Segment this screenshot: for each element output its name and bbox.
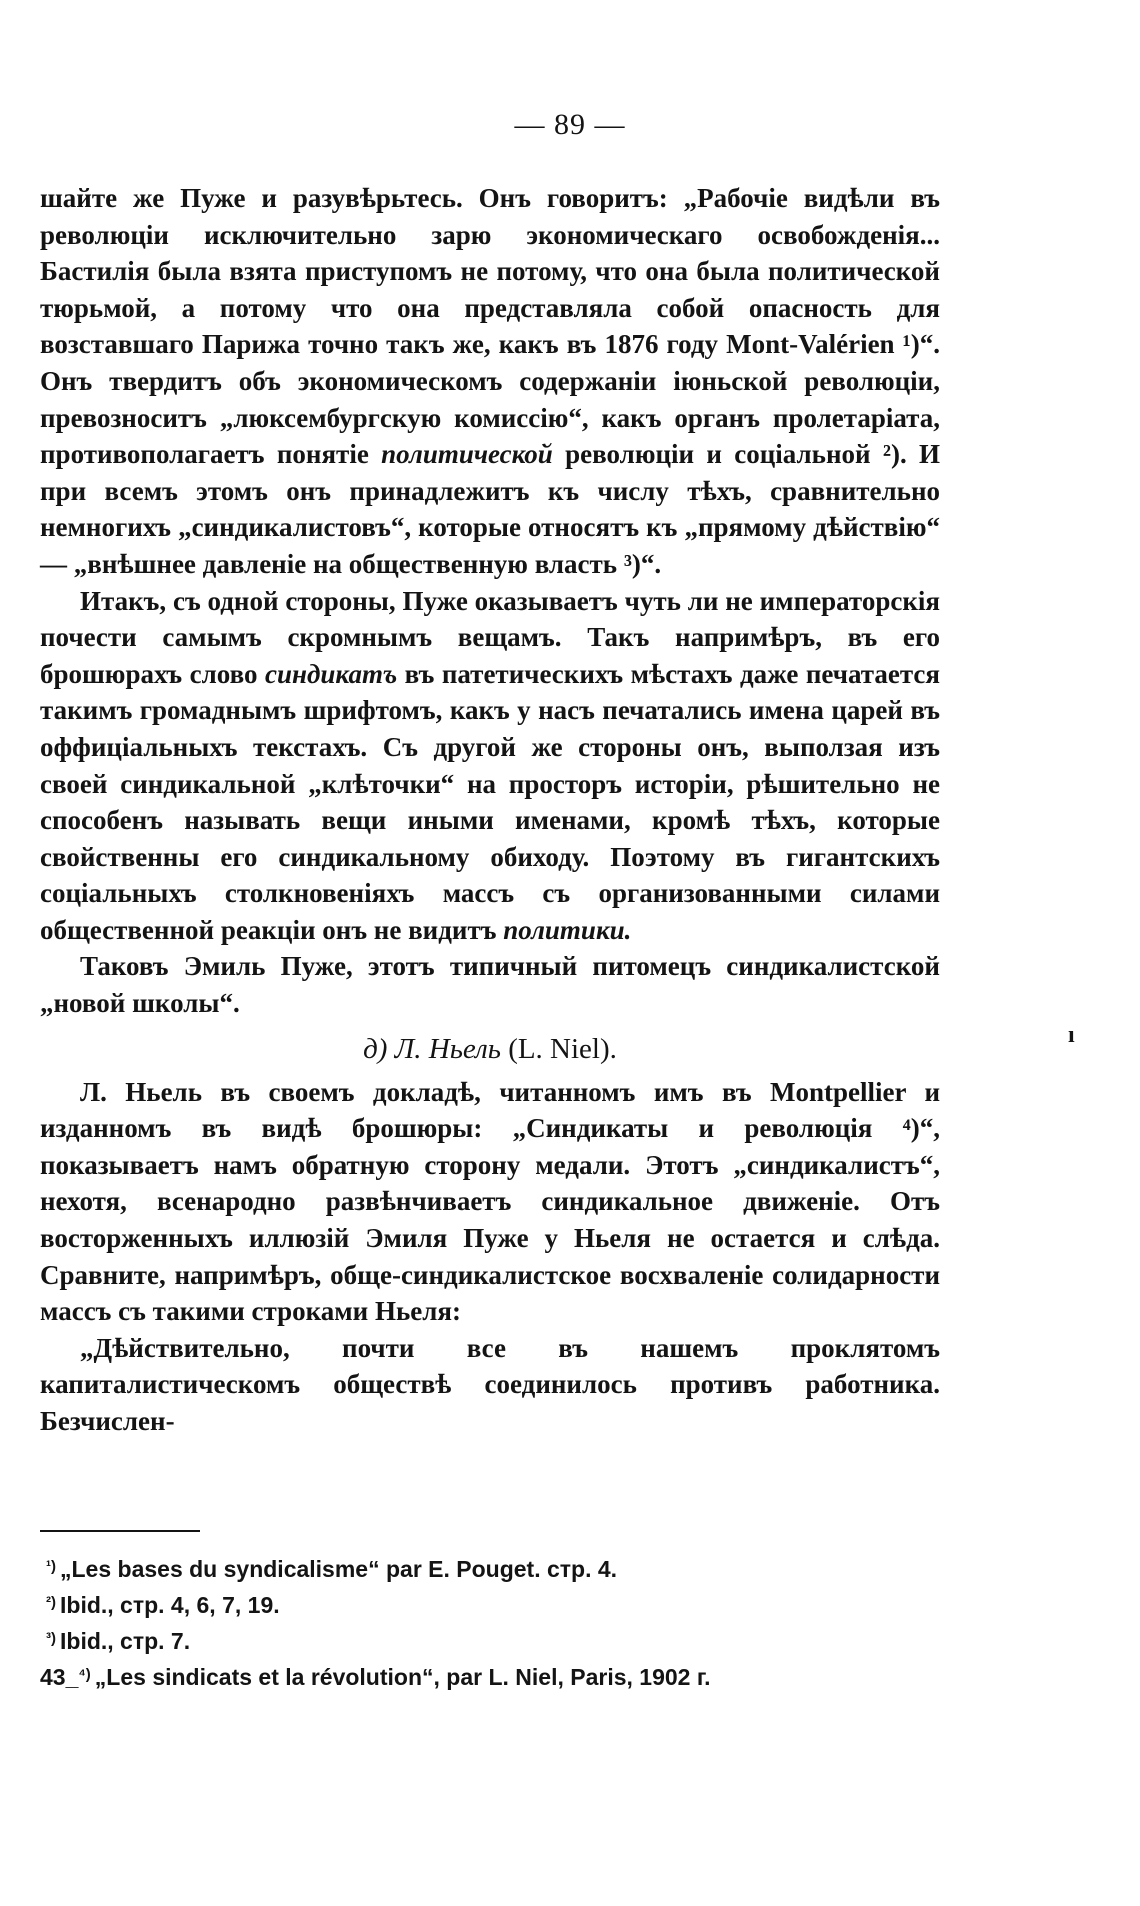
- paragraph-text: въ патетическихъ мѣстахъ даже печатается такимъ громаднымъ шрифтомъ, какъ у насъ печатались имена царей въ оффиціальныхъ текстахъ. Съ другой же стороны онъ, выползая изъ своей синдикальной „клѣточки“ на просторъ исторіи, рѣшительно не способенъ называть вещи иными именами, кромѣ тѣхъ, которые свойственны его синдикальному обиходу. Поэтому въ гигантскихъ соціальныхъ столкновеніяхъ массъ съ организованными силами общественной реакціи онъ не видитъ: [40, 658, 940, 945]
- footnote-text: Ibid., стр. 4, 6, 7, 19.: [60, 1592, 280, 1618]
- footnote-text: Ibid., стр. 7.: [60, 1628, 191, 1654]
- footnote: [40, 1622, 940, 1658]
- paragraph: [40, 180, 940, 583]
- margin-mark: ı: [1068, 1022, 1075, 1048]
- body-text: [40, 180, 940, 1440]
- footnote-rule: [40, 1530, 200, 1532]
- section-heading: [40, 1028, 940, 1070]
- footnote-number: ⁴): [78, 1666, 91, 1683]
- italic-term: политической: [381, 439, 553, 470]
- paragraph: Таковъ Эмиль Пуже, этотъ типичный питомецъ синдикалистской „новой школы“.: [40, 951, 940, 1019]
- paragraph-text: Итакъ, съ одной стороны, Пуже оказываетъ чуть ли не императорскія почести самымъ скромнымъ вещамъ. Такъ напримѣръ, въ его брошюрахъ слово: [40, 585, 940, 689]
- quote-paragraph: „Дѣйствительно, почти все въ нашемъ проклятомъ капиталистическомъ обществѣ соединилось противъ работника. Безчислен-: [40, 1332, 940, 1436]
- paragraph: Л. Ньель въ своемъ докладѣ, читанномъ имъ въ Montpellier и изданномъ въ видѣ брошюры: „Синдикаты и революція ⁴)“, показываетъ намъ обратную сторону медали. Этотъ „синдикалистъ“, нехотя, всенародно развѣнчиваетъ синдикальное движеніе. Отъ восторженныхъ иллюзій Эмиля Пуже у Ньеля не остается и слѣда. Сравните, напримѣръ, обще-синдикалистское восхваленіе солидарности массъ съ такими строками Ньеля:: [40, 1076, 940, 1327]
- page-number: — 89 —: [514, 108, 626, 141]
- section-heading-italic: д) Л. Ньель: [363, 1032, 501, 1065]
- footnote-number: ¹): [46, 1558, 56, 1575]
- footnote-number: ³): [46, 1630, 56, 1647]
- paragraph-text: революціи и соціальной ²). И при всемъ этомъ онъ принадлежитъ къ числу тѣхъ, сравнительно немногихъ „синдикалистовъ“, которые относятъ къ „прямому дѣйствію“ — „внѣшнее давленіе на общественную власть ³)“.: [40, 439, 941, 579]
- footnote: [40, 1658, 940, 1694]
- paragraph: [40, 583, 940, 949]
- section-heading-plain: (L. Niel).: [508, 1032, 617, 1065]
- footnote: [40, 1550, 940, 1586]
- footnote-text: „Les bases du syndicalisme“ par E. Pouget. стр. 4.: [60, 1556, 618, 1582]
- paragraph-text: шайте же Пуже и разувѣрьтесь. Онъ говоритъ: „Рабочіе видѣли въ революціи исключительно зарю экономическаго освобожденія... Бастилія была взята приступомъ не потому, что она была политической тюрьмой, а потому что она представляла собой опасность для возставшаго Парижа точно такъ же, какъ въ 1876 году Mont-Valérien ¹)“. Онъ твердитъ объ экономическомъ содержаніи іюньской революціи, превозноситъ „люксембургскую комиссію“, какъ органъ пролетаріата, противополагаетъ понятіе: [40, 183, 940, 470]
- italic-term: политики.: [503, 914, 632, 945]
- footnotes: [40, 1550, 940, 1694]
- footnote-number: ²): [46, 1594, 56, 1611]
- italic-term: синдикатъ: [265, 658, 398, 689]
- footnote-text: „Les sindicats et la révolution“, par L. Niel, Paris, 1902 г.: [94, 1664, 711, 1690]
- footnote: [40, 1586, 940, 1622]
- footnote-margin-mark: 43_: [40, 1664, 79, 1690]
